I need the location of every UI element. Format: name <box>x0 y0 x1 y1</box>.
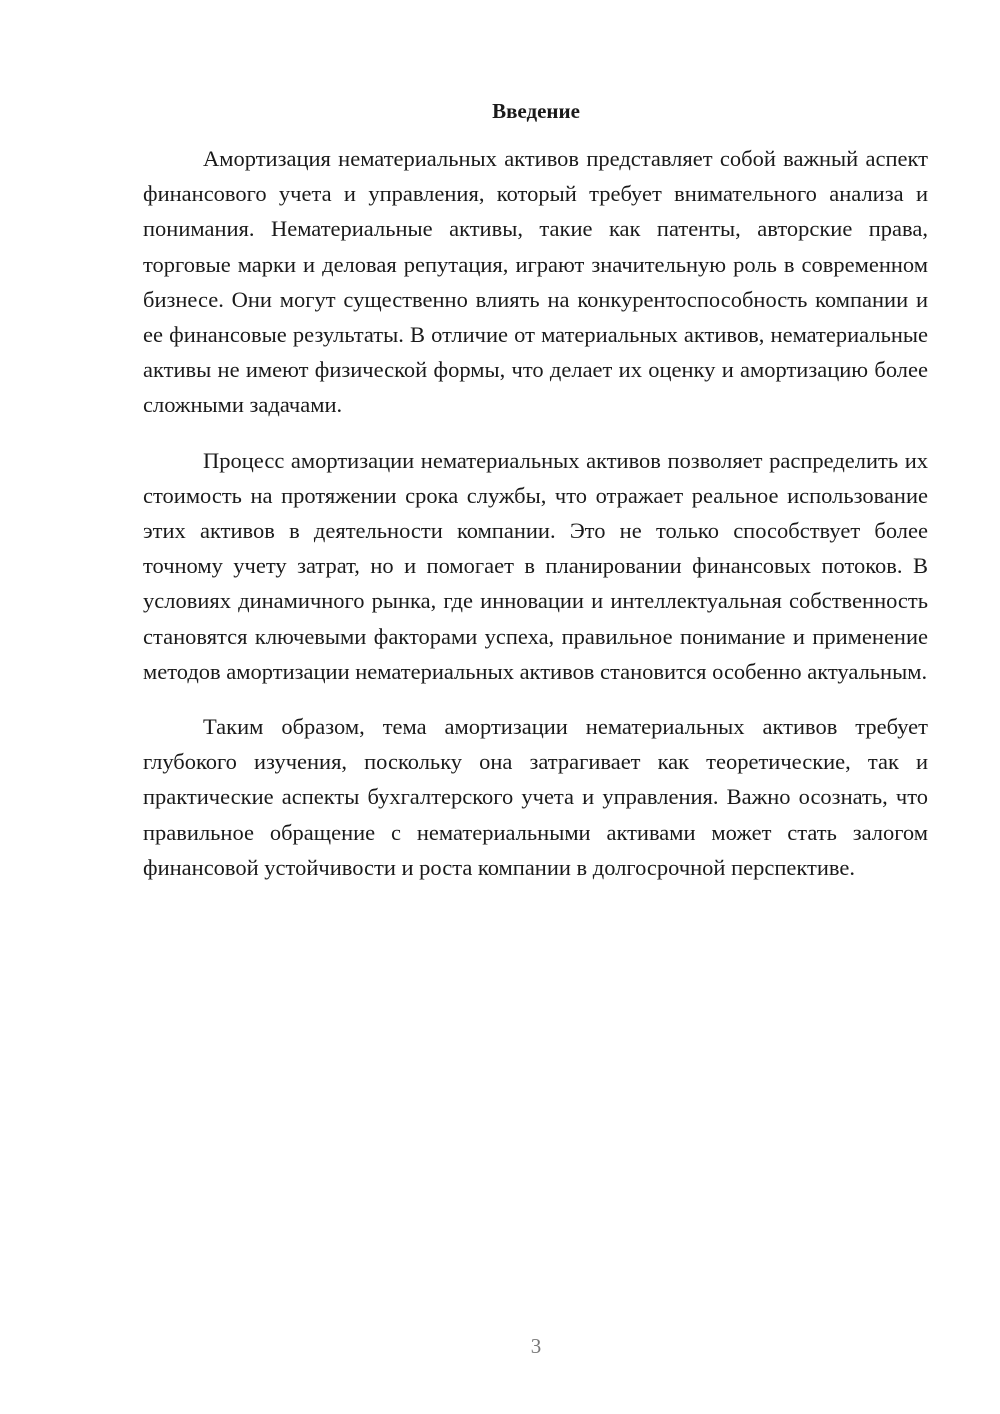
section-heading: Введение <box>492 99 580 123</box>
paragraph-3: Таким образом, тема амортизации нематериальных активов требует глубокого изучения, поскольку она затрагивает как теоретические, так и практические аспекты бухгалтерского учета и управления. Важно осознать, что правильное обращение с нематериальными активами может стать залогом финансовой устойчивости и роста компании в долгосрочной перспективе. <box>143 714 928 880</box>
body-text <box>143 141 928 905</box>
paragraph-1: Амортизация нематериальных активов представляет собой важный аспект финансового учета и управления, который требует внимательного анализа и понимания. Нематериальные активы, такие как патенты, авторские права, торговые марки и деловая репутация, играют значительную роль в современном бизнесе. Они могут существенно влиять на конкурентоспособность компании и ее финансовые результаты. В отличие от материальных активов, нематериальные активы не имеют физической формы, что делает их оценку и амортизацию более сложными задачами. <box>143 146 928 418</box>
page-number: 3 <box>530 1334 542 1358</box>
paragraph-2: Процесс амортизации нематериальных активов позволяет распределить их стоимость на протяжении срока службы, что отражает реальное использование этих активов в деятельности компании. Это не только способствует более точному учету затрат, но и помогает в планировании финансовых потоков. В условиях динамичного рынка, где инновации и интеллектуальная собственность становятся ключевыми факторами успеха, правильное понимание и применение методов амортизации нематериальных активов становится особенно актуальным. <box>143 447 928 684</box>
